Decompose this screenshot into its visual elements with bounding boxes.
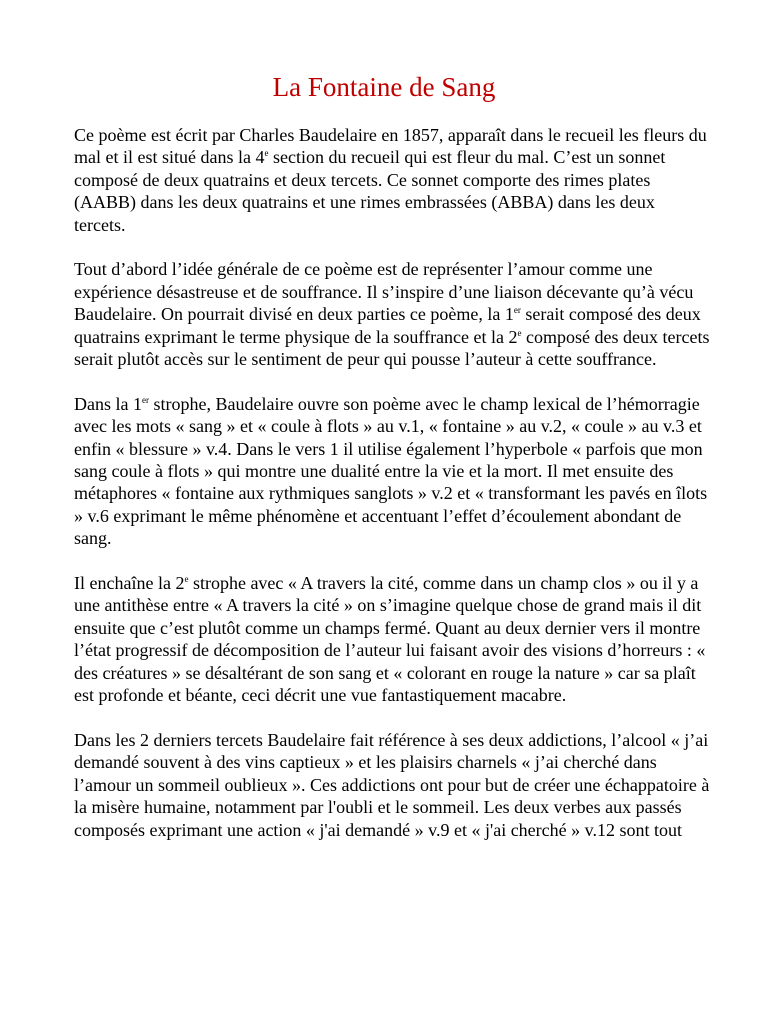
superscript: e [264,148,269,159]
text-run: strophe, Baudelaire ouvre son poème avec le champ lexical de l’hémorragie avec les mots « sang » et « coule à flots » au v.1, « fontaine » au v.2, « coule » au v.3 et enfin « blessure » v.4. Dans le vers 1 il utilise également l’hyperbole « parfois que mon sang coule à flots » qui montre une dualité entre la vie et la mort. Il met ensuite des métaphores « fontaine aux rythmiques sanglots » v.2 et « transformant les pavés en îlots » v.6 exprimant le même phénomène et accentuant l’effet d’écoulement abondant de sang. [74,393,708,549]
text-run: composé des deux tercets serait plutôt accès sur le sentiment de peur qui pousse l’auteur à cette souffrance. [74,326,710,370]
paragraph-tercets [74,729,710,841]
paragraph-second-stanza [74,572,710,706]
text-run: Ce poème est écrit par Charles Baudelaire en 1857, apparaît dans le recueil les fleurs du mal et il est situé dans la 4 [74,125,707,168]
superscript: er [141,394,149,405]
document-body [74,124,710,863]
text-run: Tout d’abord l’idée générale de ce poème est de représenter l’amour comme une expérience désastreuse et de souffrance. Il s’inspire d’une liaison décevante qu’à vécu Baudelaire. On pourrait divisé en deux parties ce poème, la 1 [74,259,694,325]
text-run: Il enchaîne la 2 [74,573,185,594]
paragraph-intro [74,124,710,236]
document-title: La Fontaine de Sang [272,72,496,102]
superscript: er [513,305,521,316]
text-run: strophe avec « A travers la cité, comme dans un champ clos » ou il y a une antithèse entre « A travers la cité » on s’imagine quelque chose de grand mais il dit ensuite que c’est plutôt comme un champs fermé. Quant au deux dernier vers il montre l’état progressif de décomposition de l’auteur lui faisant avoir des visions d’horreurs : « des créatures » se désaltérant de son sang et « colorant en rouge la nature » car sa plaît est profonde et béante, ceci décrit une vue fantastiquement macabre. [74,573,706,706]
text-run: Dans la 1 [74,393,142,414]
superscript: e [517,327,522,338]
text-run: Dans les 2 derniers tercets Baudelaire fait référence à ses deux addictions, l’alcool « j’ai demandé souvent à des vins captieux » et les plaisirs charnels « j’ai cherché dans l’amour un sommeil oublieux ». Ces addictions ont pour but de créer une échappatoire à la misère humaine, notamment par l'oubli et le sommeil. Les deux verbes aux passés composés exprimant une action « j'ai demandé » v.9 et « j'ai cherché » v.12 sont tout [74,729,710,840]
paragraph-first-stanza [74,393,710,550]
superscript: e [184,574,189,585]
text-run: section du recueil qui est fleur du mal. C’est un sonnet composé de deux quatrains et deux tercets. Ce sonnet comporte des rimes plates (AABB) dans les deux quatrains et une rimes embrassées (ABBA) dans les deux tercets. [74,147,666,235]
paragraph-general-idea [74,258,710,370]
text-run: serait composé des deux quatrains exprimant le terme physique de la souffrance et la 2 [74,304,701,347]
